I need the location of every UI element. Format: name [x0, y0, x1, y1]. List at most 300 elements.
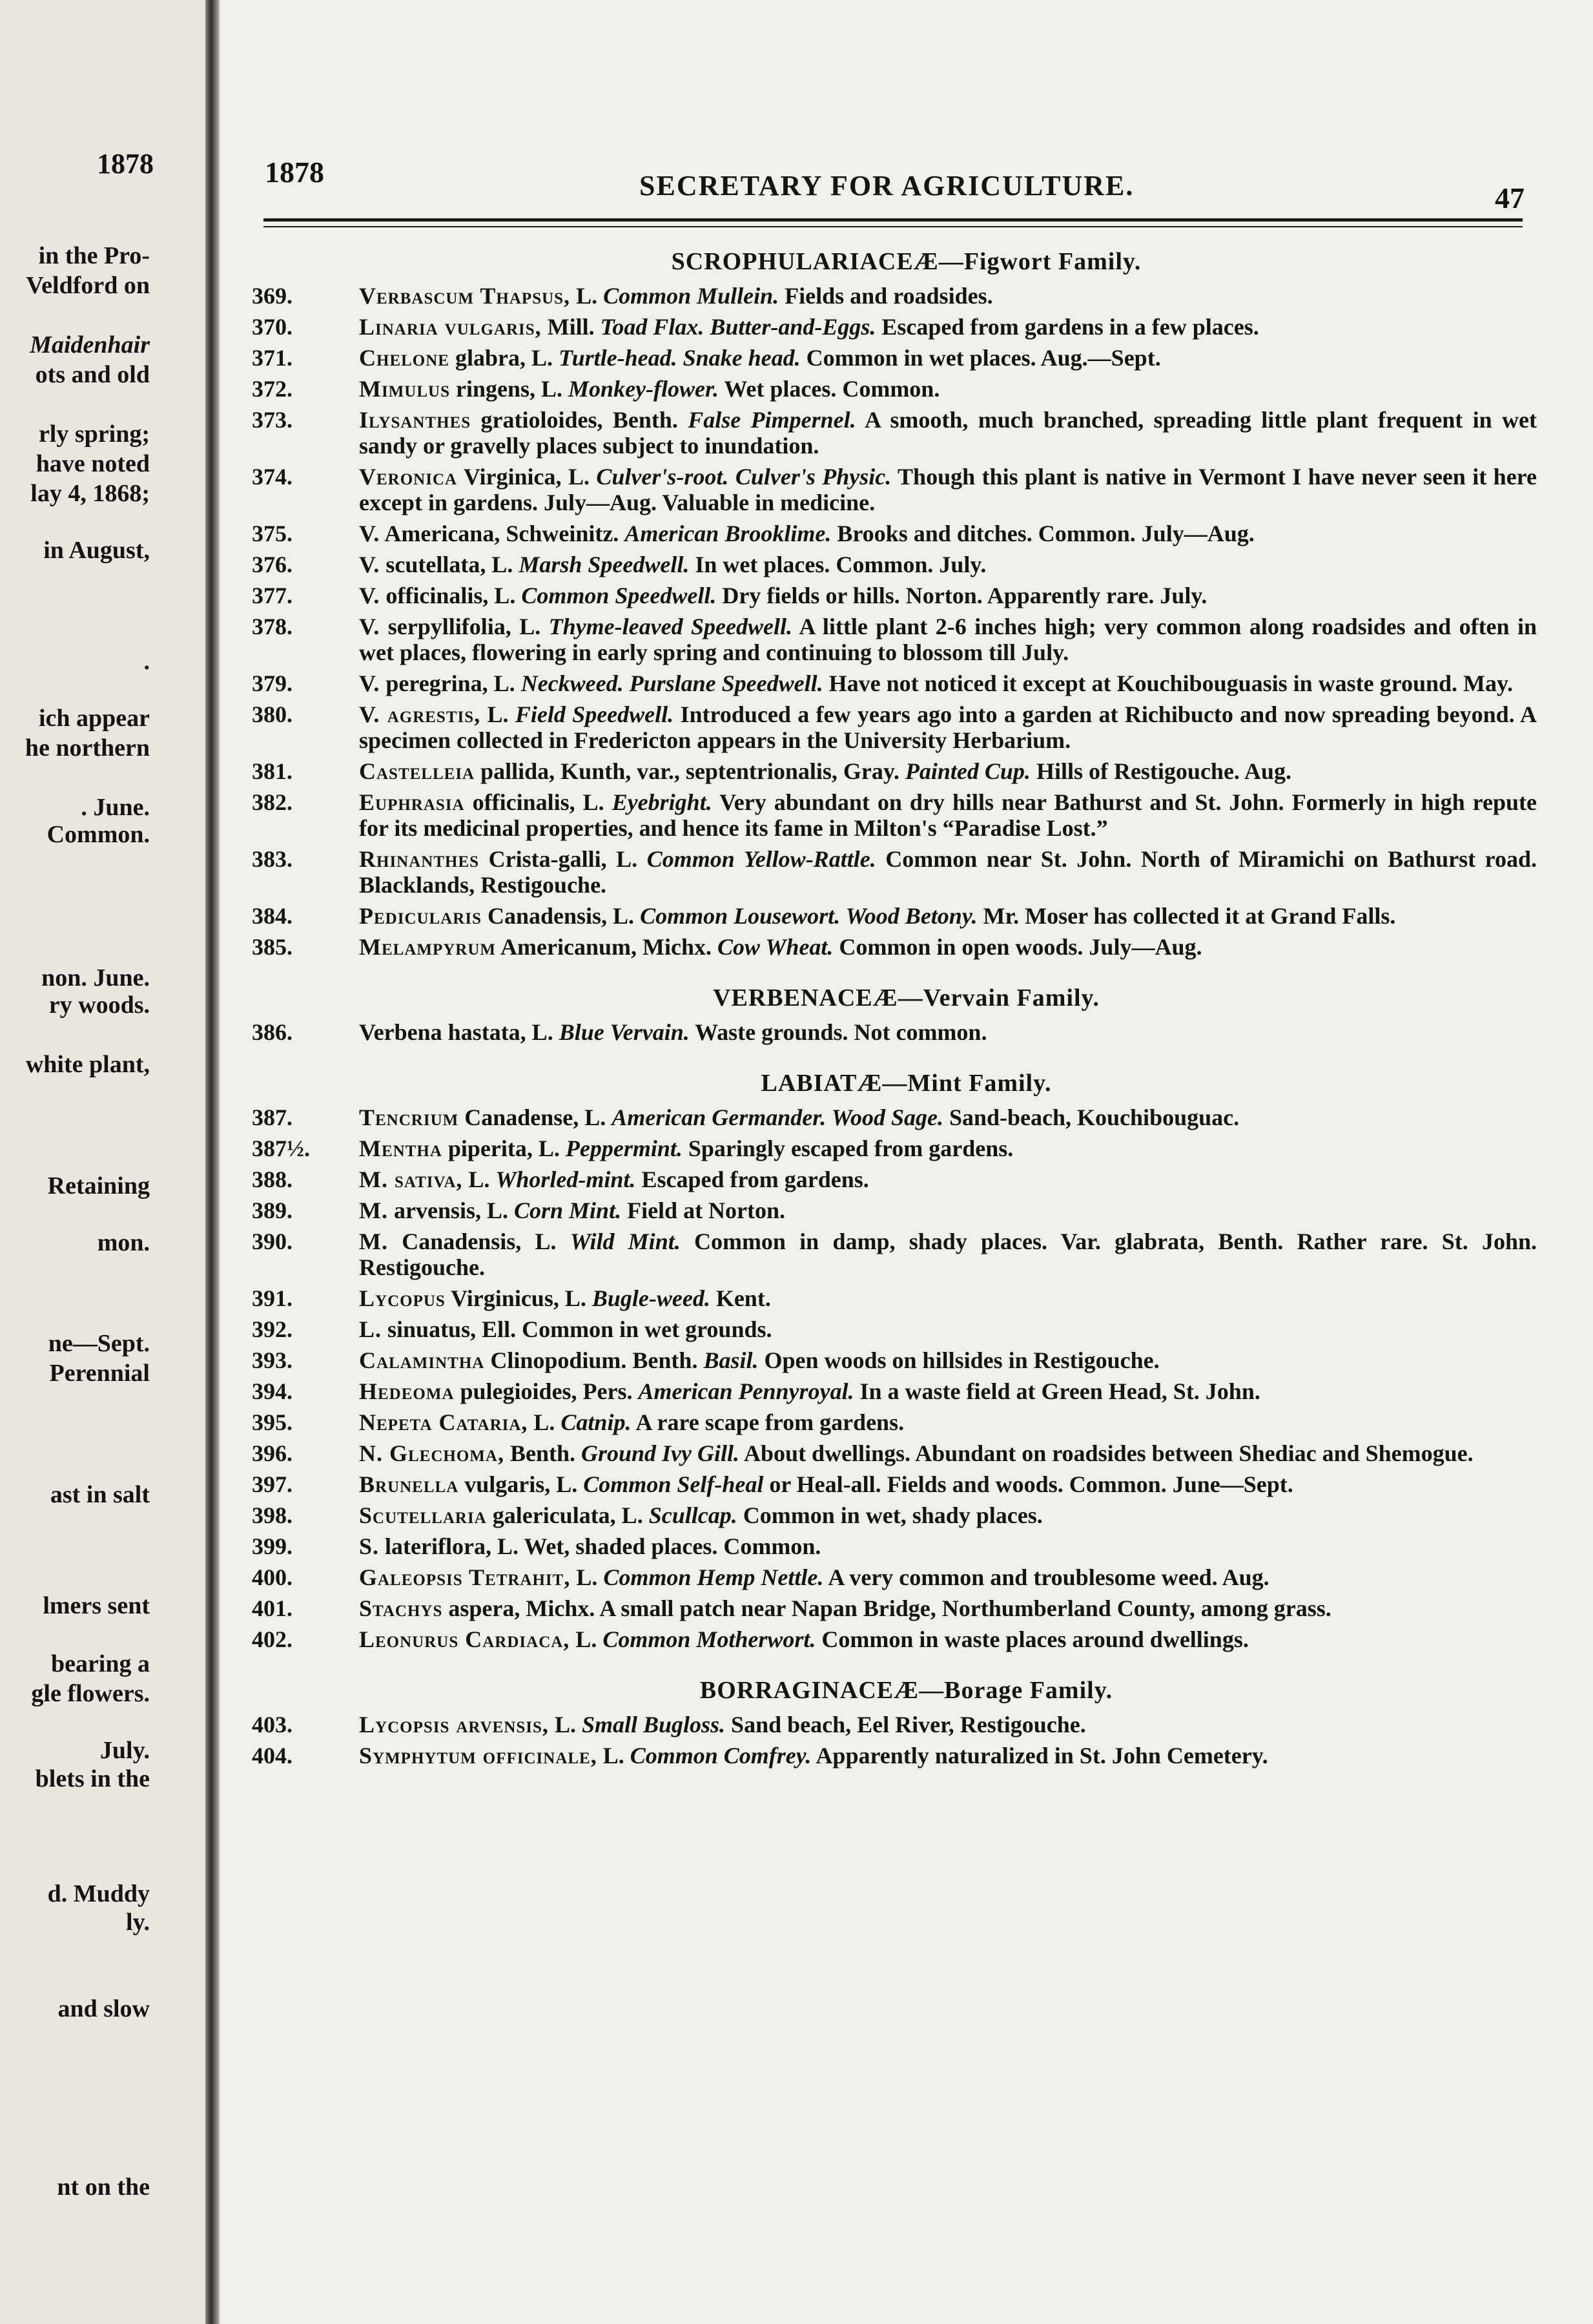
facing-page-line: he northern — [25, 734, 150, 762]
entry-number: 369. — [252, 283, 293, 309]
species-entry — [252, 1105, 1537, 1130]
species-author: L. — [548, 1712, 576, 1738]
entry-text — [359, 614, 1537, 665]
entry-number: 375. — [252, 521, 293, 546]
habitat-note: Common near St. John. North of Miramichi on Bathurst road. Blacklands, Restigouche. — [359, 846, 1537, 898]
species-entry — [252, 789, 1537, 841]
common-name: Catnip. — [560, 1409, 632, 1435]
common-name: Corn Mint. — [514, 1198, 622, 1223]
genus-name: Leonurus Cardiaca, — [359, 1626, 570, 1652]
species-author: lateriflora, L. — [379, 1533, 519, 1559]
entry-number: 394. — [252, 1378, 293, 1404]
species-entry — [252, 521, 1537, 546]
entry-number: 386. — [252, 1019, 293, 1045]
species-entry — [252, 464, 1537, 515]
entry-number: 403. — [252, 1712, 293, 1738]
common-name: Turtle-head. Snake head. — [558, 345, 801, 371]
habitat-note: A smooth, much branched, spreading little plant frequent in wet sandy or gravelly places subject to inundation. — [359, 407, 1537, 459]
facing-page-line: and slow — [57, 1995, 150, 2022]
species-author: vulgaris, L. — [458, 1471, 578, 1497]
facing-page-line: have noted — [36, 450, 150, 477]
entry-text — [359, 1167, 1537, 1192]
common-name: Marsh Speedwell. — [519, 552, 690, 577]
entry-text — [359, 521, 1537, 546]
species-author: galericulata, L. — [486, 1502, 643, 1528]
genus-name: N. Glechoma, — [359, 1440, 504, 1466]
entry-number: 373. — [252, 407, 293, 433]
entry-number: 404. — [252, 1743, 293, 1769]
habitat-note: Kent. — [710, 1285, 771, 1311]
species-entry — [252, 846, 1537, 898]
facing-page-line: . June. — [81, 794, 150, 821]
species-author: officinalis, L. — [464, 789, 604, 815]
genus-name: Rhinanthes — [359, 846, 480, 872]
facing-page-line: non. June. — [41, 964, 150, 991]
habitat-note: Apparently naturalized in St. John Cemetery. — [811, 1743, 1268, 1769]
species-entry — [252, 583, 1537, 608]
genus-name: Castelleia — [359, 758, 475, 784]
facing-page-line: white plant, — [25, 1051, 150, 1078]
species-entry — [252, 552, 1537, 577]
common-name: Painted Cup. — [905, 758, 1031, 784]
entry-text — [359, 1743, 1537, 1769]
species-author: pulegioides, Pers. — [454, 1378, 633, 1404]
genus-name: Melampyrum — [359, 934, 497, 960]
species-entry — [252, 1471, 1537, 1497]
facing-page-line: ly. — [126, 1909, 150, 1936]
genus-name: V. agrestis, — [359, 701, 481, 727]
habitat-note: Escaped from gardens. — [635, 1167, 869, 1192]
genus-name: Linaria vulgaris, — [359, 314, 542, 340]
species-author: aspera, Michx. — [442, 1595, 595, 1621]
common-name: American Pennyroyal. — [638, 1378, 854, 1404]
entry-number: 376. — [252, 552, 293, 577]
entry-text — [359, 345, 1537, 371]
common-name: False Pimpernel. — [688, 407, 856, 433]
genus-name: Verbascum Thapsus, — [359, 283, 571, 309]
facing-page-line: in the Pro- — [38, 242, 150, 269]
species-author: scutellata, L. — [380, 552, 513, 577]
species-author: peregrina, L. — [380, 670, 515, 696]
family-english-name: —Vervain Family. — [898, 984, 1100, 1012]
family-name: SCROPHULARIACEÆ — [671, 248, 939, 275]
species-author: L. — [570, 1564, 598, 1590]
species-author: Virginica, L. — [457, 464, 590, 490]
common-name: American Germander. Wood Sage. — [612, 1105, 943, 1130]
entry-number: 390. — [252, 1229, 293, 1254]
entry-text — [359, 1316, 1537, 1342]
common-name: Common Hemp Nettle. — [603, 1564, 824, 1590]
species-author: L. — [597, 1743, 624, 1769]
species-entry — [252, 614, 1537, 665]
common-name: American Brooklime. — [624, 521, 832, 546]
family-heading — [239, 982, 1574, 1014]
entry-text — [359, 464, 1537, 515]
species-entry — [252, 1198, 1537, 1223]
genus-name: S. — [359, 1533, 380, 1559]
species-author: glabra, L. — [449, 345, 553, 371]
facing-page-line: ots and old — [35, 361, 150, 388]
entry-number: 396. — [252, 1440, 293, 1466]
entry-text — [359, 1105, 1537, 1130]
entry-number: 382. — [252, 789, 293, 815]
species-author: Crista-galli, L. — [479, 846, 638, 872]
species-author: Virginicus, L. — [445, 1285, 586, 1311]
family-heading — [239, 245, 1574, 278]
entry-number: 402. — [252, 1626, 293, 1652]
habitat-note: A small patch near Napan Bridge, Northumberland County, among grass. — [595, 1595, 1331, 1621]
habitat-note: Sand-beach, Kouchibouguac. — [943, 1105, 1240, 1130]
entry-text — [359, 1440, 1537, 1466]
species-author: L. — [570, 283, 598, 309]
entry-text — [359, 1198, 1537, 1223]
common-name: Bugle-weed. — [591, 1285, 710, 1311]
species-entry — [252, 314, 1537, 340]
facing-page-line: gle flowers. — [31, 1680, 150, 1707]
habitat-note: Fields and roadsides. — [779, 283, 993, 309]
entry-number: 393. — [252, 1347, 293, 1373]
common-name: Common Motherwort. — [602, 1626, 816, 1652]
facing-page-line: lmers sent — [43, 1592, 150, 1619]
habitat-note: Common in wet grounds. — [516, 1316, 772, 1342]
common-name: Common Yellow-Rattle. — [646, 846, 876, 872]
catalogue-body — [220, 245, 1593, 1774]
habitat-note: or Heal-all. Fields and woods. Common. June—Sept. — [763, 1471, 1293, 1497]
entry-text — [359, 376, 1537, 402]
common-name: Common Mullein. — [603, 283, 779, 309]
facing-page-line: Maidenhair — [30, 331, 150, 358]
entry-text — [359, 1378, 1537, 1404]
entry-text — [359, 846, 1537, 898]
habitat-note: Brooks and ditches. Common. July—Aug. — [831, 521, 1255, 546]
entry-number: 384. — [252, 903, 293, 929]
species-entry — [252, 1533, 1537, 1559]
habitat-note: In a waste field at Green Head, St. John. — [854, 1378, 1260, 1404]
species-entry — [252, 1167, 1537, 1192]
common-name: Common Speedwell. — [521, 583, 717, 608]
species-author: arvensis, L. — [387, 1198, 508, 1223]
species-author: gratioloides, Benth. — [471, 407, 678, 433]
species-author: Benth. — [504, 1440, 575, 1466]
habitat-note: Introduced a few years ago into a garden at Richibucto and now spreading beyond. A specimen collected in Fredericton appears in the University Herbarium. — [359, 701, 1537, 753]
entry-text — [359, 1136, 1537, 1161]
entry-number: 371. — [252, 345, 293, 371]
habitat-note: Common in wet, shady places. — [737, 1502, 1043, 1528]
common-name: Cow Wheat. — [717, 934, 834, 960]
genus-name: V. — [359, 583, 380, 608]
species-entry — [252, 1409, 1537, 1435]
species-entry — [252, 407, 1537, 459]
facing-page-line: Perennial — [49, 1360, 150, 1387]
habitat-note: Common in open woods. July—Aug. — [833, 934, 1202, 960]
genus-name: Tencrium — [359, 1105, 459, 1130]
entry-text — [359, 314, 1537, 340]
entry-text — [359, 903, 1537, 929]
common-name: Basil. — [703, 1347, 759, 1373]
species-entry — [252, 758, 1537, 784]
species-author: serpyllifolia, L. — [380, 614, 541, 639]
entry-number: 387½. — [252, 1136, 310, 1161]
genus-name: V. — [359, 670, 380, 696]
species-entry — [252, 1626, 1537, 1652]
genus-name: V. — [359, 521, 380, 546]
entry-text — [359, 1626, 1537, 1652]
entry-number: 377. — [252, 583, 293, 608]
entry-text — [359, 1564, 1537, 1590]
entry-text — [359, 701, 1537, 753]
document-page — [220, 0, 1593, 2324]
genus-name: Stachys — [359, 1595, 443, 1621]
genus-name: Euphrasia — [359, 789, 465, 815]
common-name: Field Speedwell. — [515, 701, 674, 727]
habitat-note: A very common and troublesome weed. Aug. — [823, 1564, 1269, 1590]
species-author: Canadensis, L. — [481, 903, 635, 929]
facing-page-line: bearing a — [50, 1650, 150, 1677]
species-entry — [252, 345, 1537, 371]
species-author: L. — [570, 1626, 597, 1652]
common-name: Blue Vervain. — [559, 1019, 690, 1045]
entry-text — [359, 789, 1537, 841]
species-entry — [252, 1285, 1537, 1311]
family-english-name: —Borage Family. — [919, 1677, 1113, 1704]
species-author: Canadensis, L. — [387, 1229, 557, 1254]
family-heading — [239, 1067, 1574, 1099]
habitat-note: Though this plant is native in Vermont I have never seen it here except in gardens. July—Aug. Valuable in medicine. — [359, 464, 1537, 515]
facing-page-line: Veldford on — [26, 272, 150, 299]
habitat-note: Field at Norton. — [621, 1198, 786, 1223]
species-entry — [252, 1229, 1537, 1280]
entry-text — [359, 1019, 1537, 1045]
entry-text — [359, 1229, 1537, 1280]
running-header-year: 1878 — [265, 156, 324, 189]
habitat-note: Hills of Restigouche. Aug. — [1030, 758, 1291, 784]
habitat-note: Wet places. Common. — [719, 376, 940, 402]
facing-page-line: Retaining — [47, 1172, 150, 1199]
entry-number: 401. — [252, 1595, 293, 1621]
entry-number: 392. — [252, 1316, 293, 1342]
species-author: Canadense, L. — [458, 1105, 606, 1130]
family-english-name: —Figwort Family. — [938, 248, 1142, 275]
species-author: ringens, L. — [450, 376, 563, 402]
habitat-note: Sparingly escaped from gardens. — [682, 1136, 1014, 1161]
common-name: Common Self-heal — [583, 1471, 764, 1497]
entry-number: 372. — [252, 376, 293, 402]
entry-text — [359, 583, 1537, 608]
family-name: BORRAGINACEÆ — [699, 1677, 920, 1704]
family-english-name: —Mint Family. — [882, 1070, 1052, 1097]
common-name: Thyme-leaved Speedwell. — [548, 614, 792, 639]
facing-page-line: in August, — [43, 537, 150, 564]
common-name: Whorled-mint. — [495, 1167, 636, 1192]
common-name: Monkey-flower. — [568, 376, 719, 402]
species-author: pallida, Kunth, var., septentrionalis, Gray. — [475, 758, 899, 784]
species-entry — [252, 1564, 1537, 1590]
habitat-note: In wet places. Common. July. — [689, 552, 987, 577]
facing-page-line: ich appear — [38, 705, 150, 732]
facing-page-line: July. — [99, 1737, 150, 1764]
entry-number: 391. — [252, 1285, 293, 1311]
genus-name: M. — [359, 1198, 388, 1223]
species-entry — [252, 1595, 1537, 1621]
habitat-note: Very abundant on dry hills near Bathurst and St. John. Formerly in high repute for its medicinal properties, and hence its fame in Milton's “Paradise Lost.” — [359, 789, 1537, 841]
species-entry — [252, 670, 1537, 696]
species-author: Americana, Schweinitz. — [380, 521, 619, 546]
header-rule-thin — [263, 226, 1523, 227]
species-entry — [252, 1019, 1537, 1045]
page-number: 47 — [1495, 182, 1525, 214]
genus-name: V. — [359, 552, 380, 577]
species-author: L. — [462, 1167, 490, 1192]
entry-text — [359, 1533, 1537, 1559]
genus-name: Chelone — [359, 345, 449, 371]
species-entry — [252, 376, 1537, 402]
genus-name: Galeopsis Tetrahit, — [359, 1564, 571, 1590]
entry-text — [359, 1409, 1537, 1435]
common-name: Ground Ivy Gill. — [581, 1440, 740, 1466]
genus-name: Lycopsis arvensis, — [359, 1712, 549, 1738]
genus-name: L. — [359, 1316, 382, 1342]
genus-name: Symphytum officinale, — [359, 1743, 597, 1769]
species-entry — [252, 1378, 1537, 1404]
entry-number: 385. — [252, 934, 293, 960]
facing-page-line: ast in salt — [50, 1481, 150, 1508]
facing-page-line: ry woods. — [48, 991, 150, 1019]
common-name: Small Bugloss. — [581, 1712, 726, 1738]
genus-name: M. sativa, — [359, 1167, 463, 1192]
entry-number: 370. — [252, 314, 293, 340]
habitat-note: Wet, shaded places. Common. — [518, 1533, 821, 1559]
facing-page-line: rly spring; — [38, 420, 150, 448]
entry-number: 389. — [252, 1198, 293, 1223]
species-author: officinalis, L. — [380, 583, 516, 608]
species-entry — [252, 934, 1537, 960]
entry-number: 378. — [252, 614, 293, 639]
entry-text — [359, 1347, 1537, 1373]
entry-text — [359, 1285, 1537, 1311]
book-gutter — [205, 0, 220, 2324]
species-entry — [252, 1136, 1537, 1161]
facing-page-line: blets in the — [35, 1765, 150, 1792]
genus-name: Veronica — [359, 464, 458, 490]
entry-number: 379. — [252, 670, 293, 696]
species-author: L. — [528, 1409, 555, 1435]
common-name: Eyebright. — [612, 789, 712, 815]
entry-number: 395. — [252, 1409, 293, 1435]
species-author: L. — [480, 701, 509, 727]
entry-text — [359, 934, 1537, 960]
habitat-note: Common in damp, shady places. Var. glabrata, Benth. Rather rare. St. John. Restigouche. — [359, 1229, 1537, 1280]
habitat-note: Open woods on hillsides in Restigouche. — [758, 1347, 1160, 1373]
running-header-title: SECRETARY FOR AGRICULTURE. — [639, 170, 1135, 202]
species-author: Mill. — [541, 314, 595, 340]
species-author: Americanum, Michx. — [496, 934, 712, 960]
habitat-note: Common in waste places around dwellings. — [816, 1626, 1249, 1652]
entry-number: 398. — [252, 1502, 293, 1528]
entry-number: 381. — [252, 758, 293, 784]
entry-text — [359, 1595, 1537, 1621]
common-name: Toad Flax. Butter-and-Eggs. — [600, 314, 876, 340]
entry-text — [359, 407, 1537, 459]
species-entry — [252, 1347, 1537, 1373]
species-entry — [252, 283, 1537, 309]
entry-text — [359, 1712, 1537, 1738]
habitat-note: Have not noticed it except at Kouchibouguasis in waste ground. May. — [823, 670, 1514, 696]
habitat-note: Mr. Moser has collected it at Grand Falls. — [977, 903, 1396, 929]
genus-name: Scutellaria — [359, 1502, 487, 1528]
species-author: Clinopodium. Benth. — [484, 1347, 698, 1373]
genus-name: Pedicularis — [359, 903, 482, 929]
genus-name: V. — [359, 614, 380, 639]
species-author: piperita, L. — [442, 1136, 560, 1161]
entry-number: 388. — [252, 1167, 293, 1192]
family-name: LABIATÆ — [761, 1070, 883, 1097]
entry-number: 399. — [252, 1533, 293, 1559]
facing-page-line: mon. — [97, 1229, 150, 1256]
habitat-note: Escaped from gardens in a few places. — [876, 314, 1259, 340]
species-author: Verbena hastata, L. — [359, 1019, 553, 1045]
entry-text — [359, 552, 1537, 577]
species-entry — [252, 701, 1537, 753]
common-name: Peppermint. — [565, 1136, 683, 1161]
species-entry — [252, 1316, 1537, 1342]
habitat-note: Common in wet places. Aug.—Sept. — [800, 345, 1161, 371]
species-entry — [252, 1440, 1537, 1466]
entry-text — [359, 758, 1537, 784]
genus-name: Hedeoma — [359, 1378, 455, 1404]
genus-name: Mimulus — [359, 376, 450, 402]
common-name: Scullcap. — [648, 1502, 737, 1528]
common-name: Common Comfrey. — [630, 1743, 812, 1769]
entry-text — [359, 670, 1537, 696]
species-entry — [252, 903, 1537, 929]
entry-number: 380. — [252, 701, 293, 727]
facing-page-line: . — [143, 648, 150, 675]
common-name: Culver's-root. Culver's Physic. — [596, 464, 892, 490]
entry-number: 387. — [252, 1105, 293, 1130]
genus-name: Nepeta Cataria, — [359, 1409, 528, 1435]
common-name: Common Lousewort. Wood Betony. — [640, 903, 978, 929]
entry-number: 383. — [252, 846, 293, 872]
entry-text — [359, 1502, 1537, 1528]
genus-name: Calamintha — [359, 1347, 485, 1373]
facing-page-line: Common. — [46, 821, 150, 848]
entry-text — [359, 1471, 1537, 1497]
facing-page — [0, 0, 205, 2324]
genus-name: Ilysanthes — [359, 407, 471, 433]
header-rule — [263, 218, 1523, 222]
facing-page-year: 1878 — [97, 148, 154, 180]
habitat-note: A rare scape from gardens. — [631, 1409, 905, 1435]
genus-name: Lycopus — [359, 1285, 446, 1311]
facing-page-line: nt on the — [57, 2174, 150, 2201]
species-entry — [252, 1712, 1537, 1738]
family-name: VERBENACEÆ — [713, 984, 898, 1012]
family-heading — [239, 1674, 1574, 1707]
species-author: sinuatus, Ell. — [382, 1316, 517, 1342]
habitat-note: Sand beach, Eel River, Restigouche. — [725, 1712, 1086, 1738]
facing-page-line: ne—Sept. — [48, 1330, 150, 1357]
genus-name: Brunella — [359, 1471, 459, 1497]
genus-name: M. — [359, 1229, 388, 1254]
entry-number: 374. — [252, 464, 293, 490]
species-entry — [252, 1502, 1537, 1528]
entry-number: 400. — [252, 1564, 293, 1590]
entry-text — [359, 283, 1537, 309]
habitat-note: A little plant 2-6 inches high; very common along roadsides and often in wet places, flowering in early spring and continuing to blossom till July. — [359, 614, 1537, 665]
facing-page-line: lay 4, 1868; — [30, 480, 150, 507]
habitat-note: Dry fields or hills. Norton. Apparently rare. July. — [716, 583, 1208, 608]
genus-name: Mentha — [359, 1136, 442, 1161]
